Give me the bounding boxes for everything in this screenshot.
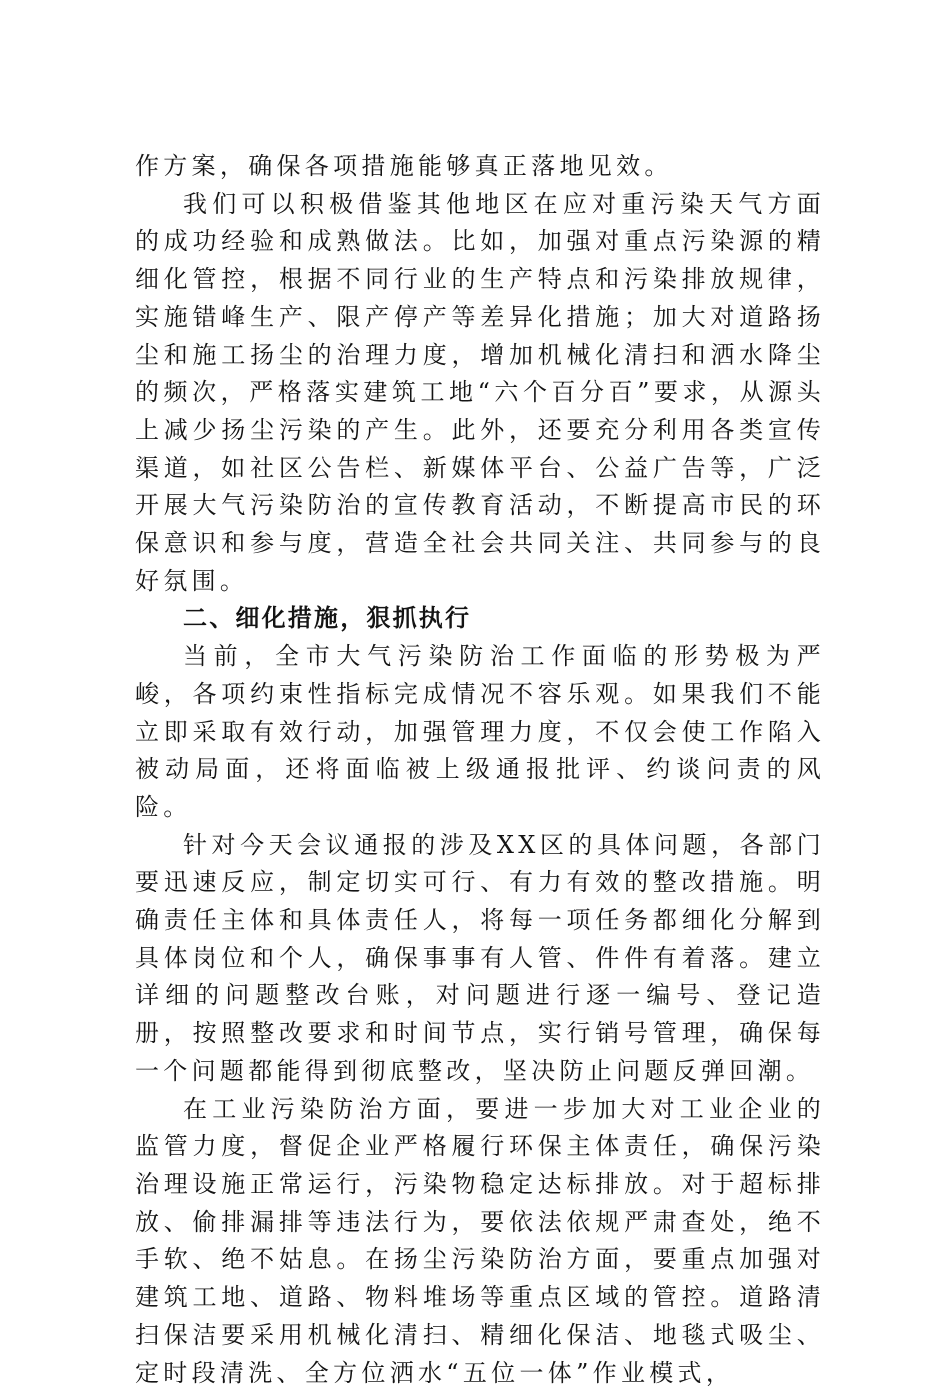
paragraph-experience: 我们可以积极借鉴其他地区在应对重污染天气方面的成功经验和成熟做法。比如，加强对重点污染源的精细化管控，根据不同行业的生产特点和污染排放规律，实施错峰生产、限产停产等差异化措施；加大对道路扬尘和施工扬尘的治理力度，增加机械化清扫和洒水降尘的频次，严格落实建筑工地“六个百分百”要求，从源头上减少扬尘污染的产生。此外，还要充分利用各类宣传渠道，如社区公告栏、新媒体平台、公益广告等，广泛开展大气污染防治的宣传教育活动，不断提高市民的环保意识和参与度，营造全社会共同关注、共同参与的良好氛围。: [135, 189, 825, 595]
paragraph-rectification: 针对今天会议通报的涉及XX区的具体问题，各部门要迅速反应，制定切实可行、有力有效的整改措施。明确责任主体和具体责任人，将每一项任务都细化分解到具体岗位和个人，确保事事有人管、件件有着落。建立详细的问题整改台账，对问题进行逐一编号、登记造册，按照整改要求和时间节点，实行销号管理，确保每一个问题都能得到彻底整改，坚决防止问题反弹回潮。: [135, 830, 825, 1085]
paragraph-industrial: 在工业污染防治方面，要进一步加大对工业企业的监管力度，督促企业严格履行环保主体责任，确保污染治理设施正常运行，污染物稳定达标排放。对于超标排放、偷排漏排等违法行为，要依法依规严肃查处，绝不手软、绝不姑息。在扬尘污染防治方面，要重点加强对建筑工地、道路、物料堆场等重点区域的管控。道路清扫保洁要采用机械化清扫、精细化保洁、地毯式吸尘、定时段清洗、全方位洒水“五位一体”作业模式，: [135, 1094, 825, 1387]
section-heading: 二、细化措施，狠抓执行: [183, 604, 472, 633]
paragraph-situation: 当前，全市大气污染防治工作面临的形势极为严峻，各项约束性指标完成情况不容乐观。如果我们不能立即采取有效行动，加强管理力度，不仅会使工作陷入被动局面，还将面临被上级通报批评、约谈问责的风险。: [135, 642, 825, 821]
document-body: [135, 148, 825, 1392]
paragraph-continuation: 作方案，确保各项措施能够真正落地见效。: [135, 152, 673, 180]
